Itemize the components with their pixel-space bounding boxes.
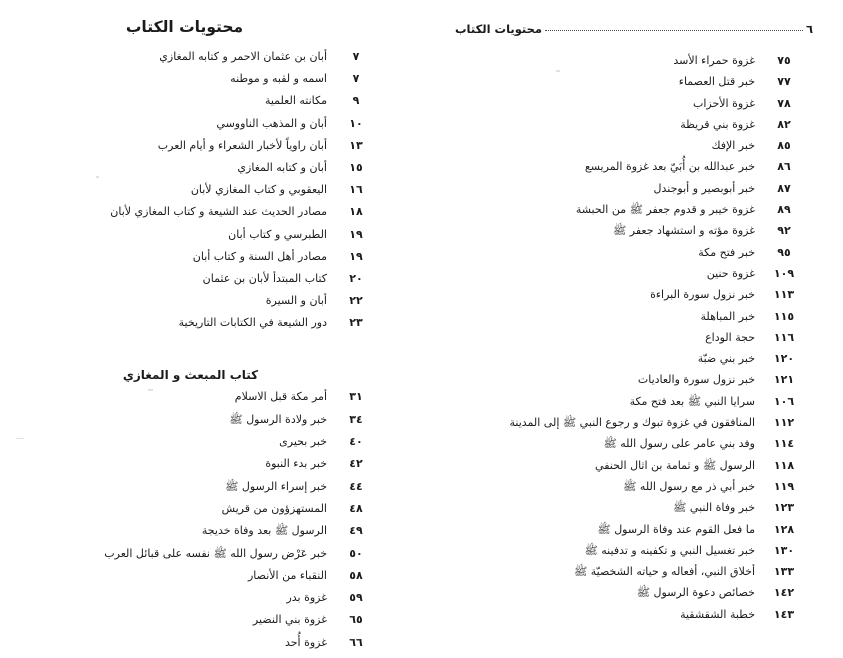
toc-entry-label: خبر بدء النبوة [265,457,327,471]
toc-entry-label: دور الشيعة في الكتابات التاريخية [178,316,327,330]
toc-entry[interactable] [455,480,813,501]
toc-entry-page-number: ١٤٢ [773,586,795,600]
toc-entry-page-number: ٧٧ [777,75,791,89]
toc-entry[interactable] [455,54,813,75]
toc-entry-label: خبر أبوبصير و أبوجندل [653,181,755,195]
toc-entry-label: خبر نزول سورة والعاديات [637,373,755,387]
toc-entry[interactable] [30,250,385,272]
toc-entry-label: غزوة خيبر و قدوم جعفر ﷺ من الحبشة [575,203,755,217]
toc-entry[interactable] [30,613,385,635]
toc-entry-label: اليعقوبي و كتاب المغازي لأبان [190,183,327,197]
toc-entry-page-number: ١٢٠ [773,352,795,366]
toc-entry-page-number: ١١٩ [773,479,795,493]
toc-entry-page-number: ١٥ [349,160,363,174]
toc-entry-label: خبر إسراء الرسول ﷺ [225,479,327,493]
toc-entry-page-number: ٦٥ [349,613,363,627]
toc-entry-page-number: ١١٢ [773,416,795,430]
toc-entry-label: خبر أبي ذر مع رسول الله ﷺ [623,479,755,493]
toc-entry[interactable] [30,228,385,250]
toc-entry[interactable] [455,459,813,480]
toc-entry[interactable] [455,501,813,522]
toc-entry-label: أبان بن عثمان الاحمر و كتابه المغازي [159,50,327,63]
toc-entry[interactable] [30,117,385,139]
toc-entry-label: وفد بني عامر على رسول الله ﷺ [603,437,755,451]
toc-entry[interactable] [30,413,385,435]
toc-entry[interactable] [455,437,813,458]
toc-entry[interactable] [30,139,385,161]
toc-entry-page-number: ٤٢ [349,457,363,471]
leader-dots [545,26,803,31]
toc-entry[interactable] [455,97,813,118]
toc-entry-page-number: ٨٥ [777,139,791,153]
toc-entry-page-number: ٩٥ [777,245,791,259]
toc-entry-label: خبر تغسيل النبي و تكفينه و تدفينه ﷺ [584,543,755,557]
toc-entry-label: خبر قتل العصماء [678,75,755,89]
toc-entry[interactable] [455,352,813,373]
toc-entry-label: أبان و المذهب الناووسي [216,116,327,130]
toc-entry[interactable] [455,310,813,331]
toc-entry-label: غزوة بني النضير [252,613,327,627]
toc-entry-page-number: ١٨ [349,205,363,219]
toc-entry-label: الرسول ﷺ و ثمامة بن اثال الحنفي [595,458,755,472]
toc-entry[interactable] [30,94,385,116]
toc-entry-page-number: ٣١ [349,390,363,404]
toc-entry-label: خطبة الشقشقية [680,607,755,621]
toc-entry-page-number: ٧ [352,50,360,63]
toc-entry-page-number: ٨٧ [777,181,791,195]
toc-entry-label: الرسول ﷺ بعد وفاة خديجة [201,524,327,538]
toc-entry[interactable] [455,586,813,607]
toc-entry-page-number: ١٠٦ [773,394,795,408]
toc-entry-page-number: ١٣٣ [773,565,795,579]
toc-entry-page-number: ١١٥ [773,309,795,323]
toc-entry-label: خبر ولادة الرسول ﷺ [229,412,327,426]
toc-entry[interactable] [30,390,385,412]
toc-entry[interactable] [30,205,385,227]
toc-entry-label: أمر مكة قبل الاسلام [234,390,327,404]
toc-entry-page-number: ٧٨ [777,96,791,110]
toc-entry-label: المستهزؤون من قريش [221,501,327,515]
toc-entry[interactable] [30,636,385,658]
toc-entry-page-number: ١٠٩ [773,266,795,280]
toc-entry[interactable] [455,267,813,288]
toc-entry-label: أبان و السيرة [265,294,327,308]
toc-entry-page-number: ٧٥ [777,54,791,67]
toc-entry-page-number: ٤٨ [349,501,363,515]
toc-entry-page-number: ١١٤ [773,437,795,451]
toc-entry-page-number: ١١٣ [773,288,795,302]
toc-entry[interactable] [455,395,813,416]
toc-entry[interactable] [30,591,385,613]
toc-entry[interactable] [455,246,813,267]
running-header-title: محتويات الكتاب [455,22,543,36]
toc-entry[interactable] [30,72,385,94]
toc-entry-label: أخلاق النبي، أفعاله و حياته الشخصيّة ﷺ [573,565,755,579]
toc-entry-page-number: ٢٣ [349,316,363,330]
toc-entry-page-number: ١٦ [349,183,363,197]
toc-entry-page-number: ١١٦ [773,330,795,344]
toc-entry-label: غزوة أُحد [284,635,327,649]
toc-entry-page-number: ١١٨ [773,458,795,472]
left-page [423,0,843,639]
toc-entry-page-number: ١٩ [349,227,363,241]
toc-entry-page-number: ٦٦ [349,635,363,649]
toc-entry[interactable] [30,294,385,316]
toc-entry-label: خبر المباهلة [700,309,755,323]
toc-entry-page-number: ١٤٣ [773,607,795,621]
toc-entry-label: أبان راوياً لأخبار الشعراء و أيام العرب [157,138,327,152]
toc-entry[interactable] [455,416,813,437]
toc-entry-label: خبر بحيرى [279,435,327,449]
toc-entry-page-number: ١٣٠ [773,543,795,557]
toc-entry-page-number: ١٢١ [773,373,795,387]
toc-entry[interactable] [30,272,385,294]
section-heading: كتاب المبعث و المغازي [122,368,259,383]
toc-entry[interactable] [455,182,813,203]
toc-entry[interactable] [30,524,385,546]
toc-entry-page-number: ٧ [352,72,360,86]
toc-entry[interactable] [30,569,385,591]
toc-entry[interactable] [30,547,385,569]
toc-list-left [455,54,813,629]
toc-entry[interactable] [455,523,813,544]
toc-entry-label: خبر وفاة النبي ﷺ [673,501,755,515]
toc-list-group-one [30,50,385,338]
toc-entry-label: النقباء من الأنصار [248,568,327,582]
toc-entry-page-number: ٣٤ [349,412,363,426]
toc-entry[interactable] [455,118,813,139]
toc-entry[interactable] [30,480,385,502]
toc-entry-page-number: ٨٩ [777,203,791,217]
toc-entry-page-number: ١٩ [349,249,363,263]
toc-entry[interactable] [455,608,813,629]
page-title: محتويات الكتاب [125,18,244,36]
toc-entry[interactable] [30,435,385,457]
toc-entry-label: مصادر الحديث عند الشيعة و كتاب المغازي لأبان [110,205,327,219]
toc-entry[interactable] [30,316,385,338]
toc-entry[interactable] [30,161,385,183]
toc-entry-label: غزوة حنين [706,266,755,280]
toc-entry-page-number: ٤٤ [349,479,363,493]
toc-entry[interactable] [455,139,813,160]
toc-entry-page-number: ١٠ [349,116,363,130]
toc-list-group-two [30,390,385,658]
toc-entry-label: خبر عبدالله بن أُبَيّ بعد غزوة المريسع [584,160,755,174]
toc-entry[interactable] [455,160,813,181]
toc-entry-label: مصادر أهل السنة و كتاب أبان [192,249,327,263]
toc-entry-label: أبان و كتابه المغازي [237,160,327,174]
toc-entry[interactable] [30,457,385,479]
toc-entry-label: خبر بني ضبّة [697,352,755,366]
toc-entry[interactable] [455,203,813,224]
toc-entry-label: اسمه و لقبه و موطنه [230,72,327,86]
toc-entry-page-number: ٢٢ [349,294,363,308]
toc-entry-page-number: ١٢٨ [773,522,795,536]
toc-entry[interactable] [30,183,385,205]
toc-entry-label: المنافقون في غزوة تبوك و رجوع النبي ﷺ إلى المدينة [509,416,755,430]
toc-entry-label: خصائص دعوة الرسول ﷺ [636,586,755,600]
toc-entry-label: حجة الوداع [705,330,755,344]
folio-number: ٦ [805,22,813,36]
toc-entry-page-number: ٤٠ [349,435,363,449]
toc-entry-label: كتاب المبتدأ لأبان بن عثمان [202,271,327,285]
toc-entry[interactable] [455,373,813,394]
toc-entry-label: خبر عَرْض رسول الله ﷺ نفسه على قبائل العرب [104,546,327,560]
toc-entry-label: غزوة حمراء الأسد [673,54,755,67]
right-page [0,0,423,649]
toc-entry-label: الطبرسي و كتاب أبان [228,227,327,241]
toc-entry-label: غزوة الأحزاب [692,96,755,110]
toc-entry-page-number: ٤٩ [349,524,363,538]
toc-entry[interactable] [455,288,813,309]
running-header [455,22,813,38]
toc-entry[interactable] [455,75,813,96]
toc-entry-page-number: ١٢٣ [773,501,795,515]
toc-entry-page-number: ٩ [352,94,360,108]
toc-entry-page-number: ٥٩ [349,591,363,605]
toc-entry-label: خبر فتح مكة [698,245,755,259]
toc-entry-label: سرايا النبي ﷺ بعد فتح مكة [629,394,755,408]
toc-entry[interactable] [455,224,813,245]
toc-entry-label: خبر الإفك [711,139,755,153]
toc-entry-page-number: ٨٦ [777,160,791,174]
toc-entry[interactable] [455,544,813,565]
toc-entry-label: خبر نزول سورة البراءة [650,288,755,302]
toc-entry-page-number: ٥٠ [349,546,363,560]
toc-entry-label: ما فعل القوم عند وفاة الرسول ﷺ [597,522,755,536]
toc-entry-label: غزوة بدر [286,591,327,605]
toc-entry-page-number: ٨٢ [777,117,791,131]
toc-entry-label: غزوة بني قريظة [680,117,755,131]
toc-entry[interactable] [30,50,385,72]
toc-entry[interactable] [455,331,813,352]
toc-entry-page-number: ١٣ [349,138,363,152]
toc-entry-page-number: ٥٨ [349,568,363,582]
toc-entry-page-number: ٩٢ [777,224,791,238]
toc-entry-page-number: ٢٠ [349,271,363,285]
toc-entry[interactable] [30,502,385,524]
toc-entry-label: غزوة مؤته و استشهاد جعفر ﷺ [613,224,755,238]
toc-entry-label: مكانته العلمية [264,94,327,108]
toc-entry[interactable] [455,565,813,586]
